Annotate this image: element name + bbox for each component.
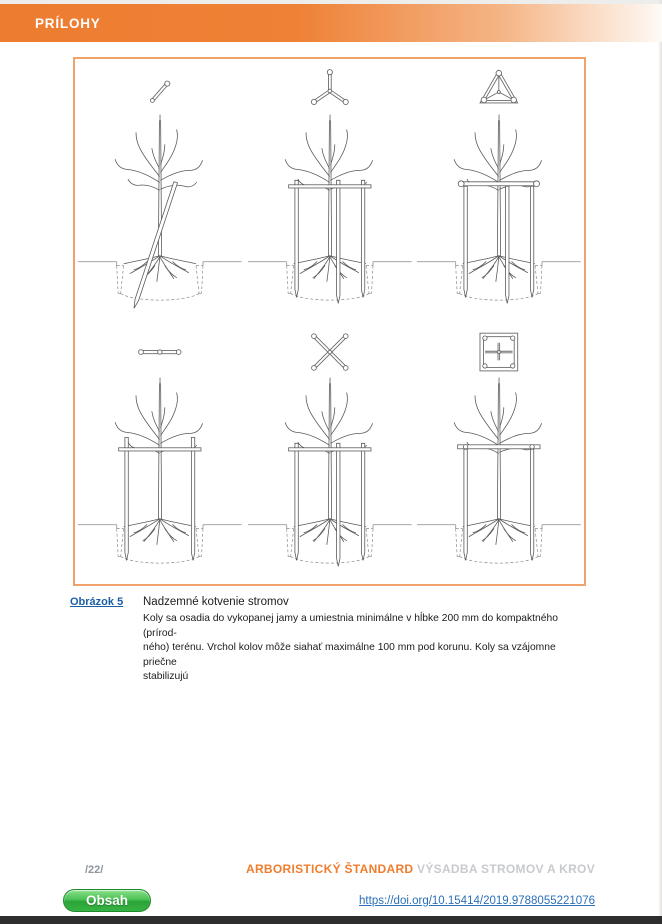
- footer-title-primary: ARBORISTICKÝ ŠTANDARD: [245, 862, 414, 876]
- footer-title-secondary: VÝSADBA STROMOV A KROV: [417, 862, 595, 876]
- footer-titles: [246, 862, 595, 876]
- staking-diagrams-grid: [75, 59, 584, 584]
- top-view-icon-triangle: [480, 70, 518, 103]
- top-view-icon-diagonal-rod: [150, 81, 169, 102]
- footer-row-links: [0, 889, 662, 912]
- caption-body-line: ného) terénu. Vrchol kolov môže siahať maximálne 100 mm pod korunu. Koly sa vzájomne priečne: [143, 642, 556, 668]
- figure-caption-content: [143, 596, 592, 685]
- staking-diagram-cross-braced-stakes: [245, 322, 415, 585]
- footer-row-titles: [0, 862, 662, 876]
- top-view-icon-square: [480, 333, 518, 371]
- page-right-edge: [658, 0, 662, 924]
- caption-body-line: Koly sa osadia do vykopanej jamy a umiestnia minimálne v hĺbke 200 mm do kompaktného (prírod-: [143, 613, 558, 639]
- figure-box: [73, 57, 586, 586]
- doi-link[interactable]: https://doi.org/10.15414/2019.9788055221076: [359, 894, 595, 907]
- figure-caption: [70, 596, 592, 685]
- caption-body-line: stabilizujú: [143, 671, 189, 682]
- header-bar: [0, 4, 662, 42]
- top-view-icon-horizontal-bar: [139, 349, 181, 354]
- page-number: /22/: [85, 864, 104, 876]
- staking-diagram-single-diagonal-stake: [75, 59, 245, 322]
- top-view-icon-three-arm-y: [311, 70, 348, 105]
- header-title: PRÍLOHY: [35, 15, 101, 31]
- top-view-icon-x-cross: [311, 333, 348, 370]
- figure-caption-body: [143, 612, 592, 685]
- page-bottom-bar: [0, 916, 662, 924]
- figure-caption-label-link[interactable]: Obrázok 5: [70, 596, 124, 608]
- staking-diagram-three-stakes-rail: [245, 59, 415, 322]
- toc-button[interactable]: Obsah: [63, 889, 151, 912]
- staking-diagram-triangle-frame: [414, 59, 584, 322]
- staking-diagram-two-stakes-crossbar: [75, 322, 245, 585]
- staking-diagram-square-frame: [414, 322, 584, 585]
- figure-caption-title: Nadzemné kotvenie stromov: [143, 596, 289, 608]
